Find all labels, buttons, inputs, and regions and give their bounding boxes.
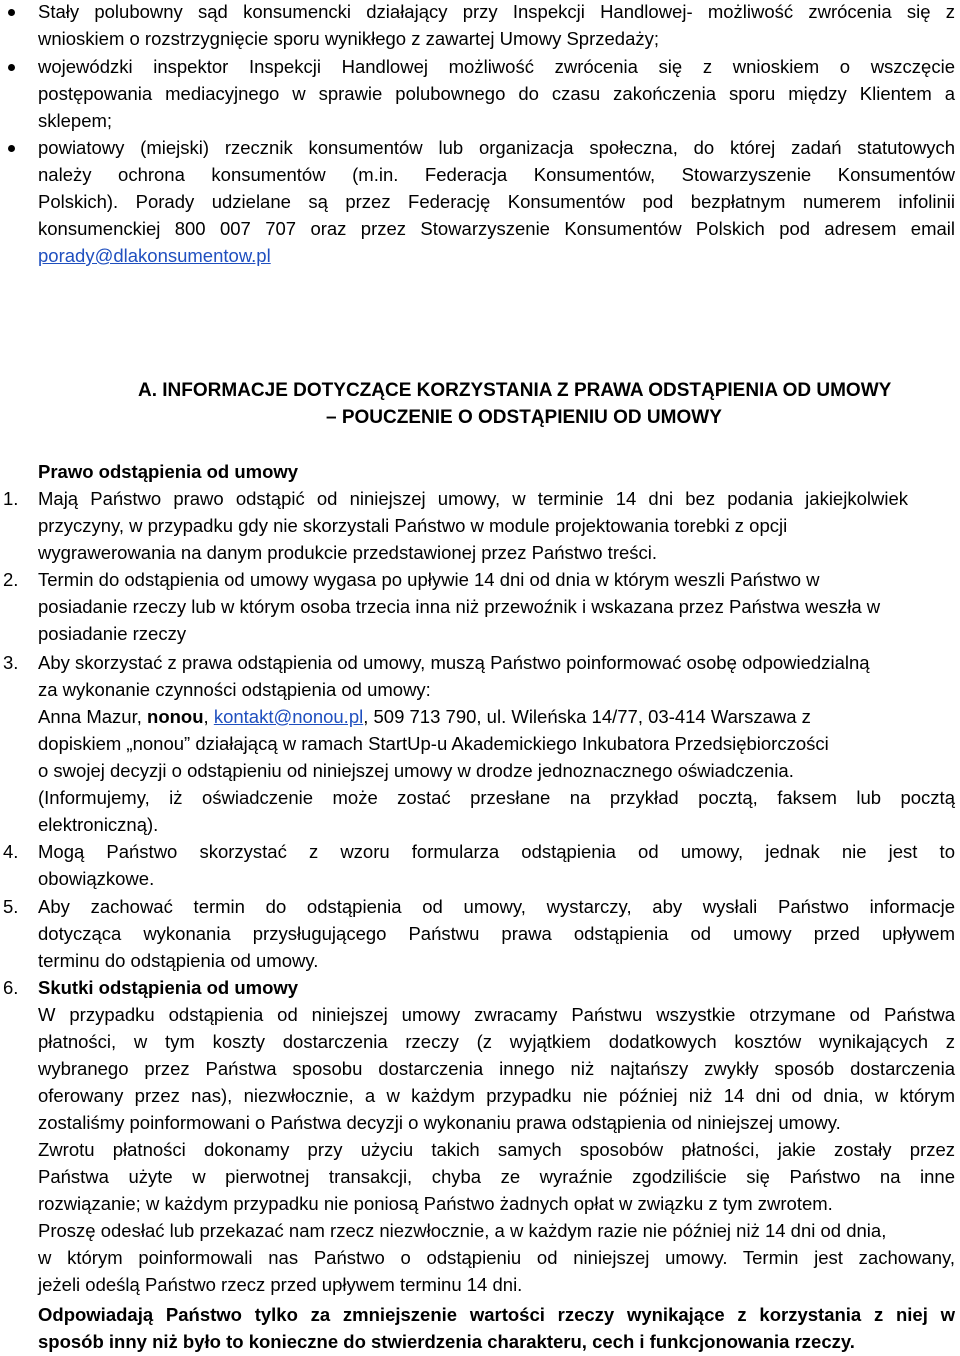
bullet-line: należy ochrona konsumentów (m.in. Federacja Konsumentów, Stowarzyszenie Konsumentów: [38, 164, 955, 185]
email-link-kontakt[interactable]: kontakt@nonou.pl: [213, 706, 364, 727]
item-line: dopiskiem „nonou” działającą w ramach StartUp-u Akademickiego Inkubatora Przedsiębiorczości: [38, 733, 829, 754]
section-title: A. INFORMACJE DOTYCZĄCE KORZYSTANIA Z PRAWA ODSTĄPIENIA OD UMOWY: [138, 380, 892, 401]
brand-name: nonou: [147, 706, 204, 727]
bullet-line: powiatowy (miejski) rzecznik konsumentów lub organizacja społeczna, do której zadań statutowych: [38, 137, 955, 158]
item-line: terminu do odstąpienia od umowy.: [38, 950, 319, 971]
bullet-line: konsumenckiej 800 007 707 oraz przez Stowarzyszenie Konsumentów Polskich pod adresem email: [38, 218, 955, 239]
item-line: Termin do odstąpienia od umowy wygasa po upływie 14 dni od dnia w którym weszli Państwo w: [38, 569, 820, 590]
item-number: 4.: [3, 841, 19, 862]
item-line: Zwrotu płatności dokonamy przy użyciu takich samych sposobów płatności, jakie zostały przez: [38, 1139, 955, 1160]
item-line: elektroniczną).: [38, 814, 159, 835]
bullet-dot: [8, 9, 15, 16]
section-subtitle: – POUCZENIE O ODSTĄPIENIU OD UMOWY: [326, 407, 722, 428]
item-line: (Informujemy, iż oświadczenie może zostać przesłane na przykład pocztą, faksem lub pocztą: [38, 787, 955, 808]
contact-line: [38, 703, 811, 730]
bullet-line: postępowania mediacyjnego w sprawie polubownego do czasu zakończenia sporu między Klientem a: [38, 83, 955, 104]
bullet-line: wojewódzki inspektor Inspekcji Handlowej możliwość zwrócenia się z wnioskiem o wszczęcie: [38, 56, 955, 77]
bullet-line: wnioskiem o rozstrzygnięcie sporu wynikłego z zawartej Umowy Sprzedaży;: [38, 28, 660, 49]
item-line-bold: Odpowiadają Państwo tylko za zmniejszenie wartości rzeczy wynikające z korzystania z niej w: [38, 1304, 955, 1325]
item-line: płatności, w tym koszty dostarczenia rzeczy (z wyjątkiem dodatkowych kosztów wynikających z: [38, 1031, 955, 1052]
bullet-line: Stały polubowny sąd konsumencki działający przy Inspekcji Handlowej- możliwość zwrócenia się z: [38, 1, 955, 22]
bullet-line: sklepem;: [38, 110, 113, 131]
item-line: Państwa użyte w pierwotnej transakcji, chyba ze wyraźnie zgodziliście się Państwo na inne: [38, 1166, 955, 1187]
item-line: dotycząca wykonania przysługującego Państwu prawa odstąpienia od umowy przed upływem: [38, 923, 955, 944]
item-line: posiadanie rzeczy lub w którym osoba trzecia inna niż przewoźnik i wskazana przez Państwa weszła w: [38, 596, 881, 617]
item-line: jeżeli odeślą Państwo rzecz przed upływem terminu 14 dni.: [38, 1274, 523, 1295]
item-line: wygrawerowania na danym produkcie przedstawionej przez Państwo treści.: [38, 542, 658, 563]
item-line-bold: sposób inny niż było to konieczne do stwierdzenia charakteru, cech i funkcjonowania rzeczy.: [38, 1331, 855, 1352]
item-line: o swojej decyzji o odstąpieniu od niniejszej umowy w drodze jednoznacznego oświadczenia.: [38, 760, 794, 781]
item-line: zostaliśmy poinformowani o Państwa decyzji o wykonaniu prawa odstąpienia od niniejszej umowy.: [38, 1112, 841, 1133]
item-line: Aby skorzystać z prawa odstąpienia od umowy, muszą Państwo poinformować osobę odpowiedzialną: [38, 652, 870, 673]
contact-name: Anna Mazur,: [38, 706, 148, 727]
item-number: 3.: [3, 652, 19, 673]
item-line: wybranego przez Państwa sposobu dostarczenia innego niż najtańszy zwykły sposób dostarczenia: [38, 1058, 955, 1079]
contact-separator: ,: [203, 706, 214, 727]
item-line: obowiązkowe.: [38, 868, 155, 889]
contact-address: , 509 713 790, ul. Wileńska 14/77, 03-414 Warszawa z: [363, 706, 811, 727]
item-line: W przypadku odstąpienia od niniejszej umowy zwracamy Państwu wszystkie otrzymane od Państwa: [38, 1004, 955, 1025]
item-line: Mają Państwo prawo odstąpić od niniejszej umowy, w terminie 14 dni bez podania jakiejkolwiek: [38, 488, 908, 509]
item-line: w którym poinformowali nas Państwo o odstąpieniu od niniejszej umowy. Termin jest zachowany,: [38, 1247, 955, 1268]
item-line: przyczyny, w przypadku gdy nie skorzystali Państwo w module projektowania torebki z opcji: [38, 515, 788, 536]
bullet-dot: [8, 64, 15, 71]
section-heading: Prawo odstąpienia od umowy: [38, 461, 299, 482]
item-line: za wykonanie czynności odstąpienia od umowy:: [38, 679, 431, 700]
item-number: 5.: [3, 896, 19, 917]
item-number: 6.: [3, 977, 19, 998]
item-line: Proszę odesłać lub przekazać nam rzecz niezwłocznie, a w każdym razie nie później niż 14 dni od dnia,: [38, 1220, 887, 1241]
item-line: oferowany przez nas), niezwłocznie, a w każdym przypadku nie później niż 14 dni od dnia, w którym: [38, 1085, 955, 1106]
item-number: 2.: [3, 569, 19, 590]
item-line: posiadanie rzeczy: [38, 623, 187, 644]
bullet-dot: [8, 145, 15, 152]
item-number: 1.: [3, 488, 19, 509]
item-line: Aby zachować termin do odstąpienia od umowy, wystarczy, aby wysłali Państwo informacje: [38, 896, 955, 917]
item-line: rozwiązanie; w każdym przypadku nie poniosą Państwo żadnych opłat w związku z tym zwrotem.: [38, 1193, 833, 1214]
item-title: Skutki odstąpienia od umowy: [38, 977, 299, 998]
email-link-porady[interactable]: porady@dlakonsumentow.pl: [38, 245, 271, 266]
bullet-line: Polskich). Porady udzielane są przez Federację Konsumentów pod bezpłatnym numerem infolinii: [38, 191, 955, 212]
item-line: Mogą Państwo skorzystać z wzoru formularza odstąpienia od umowy, jednak nie jest to: [38, 841, 955, 862]
